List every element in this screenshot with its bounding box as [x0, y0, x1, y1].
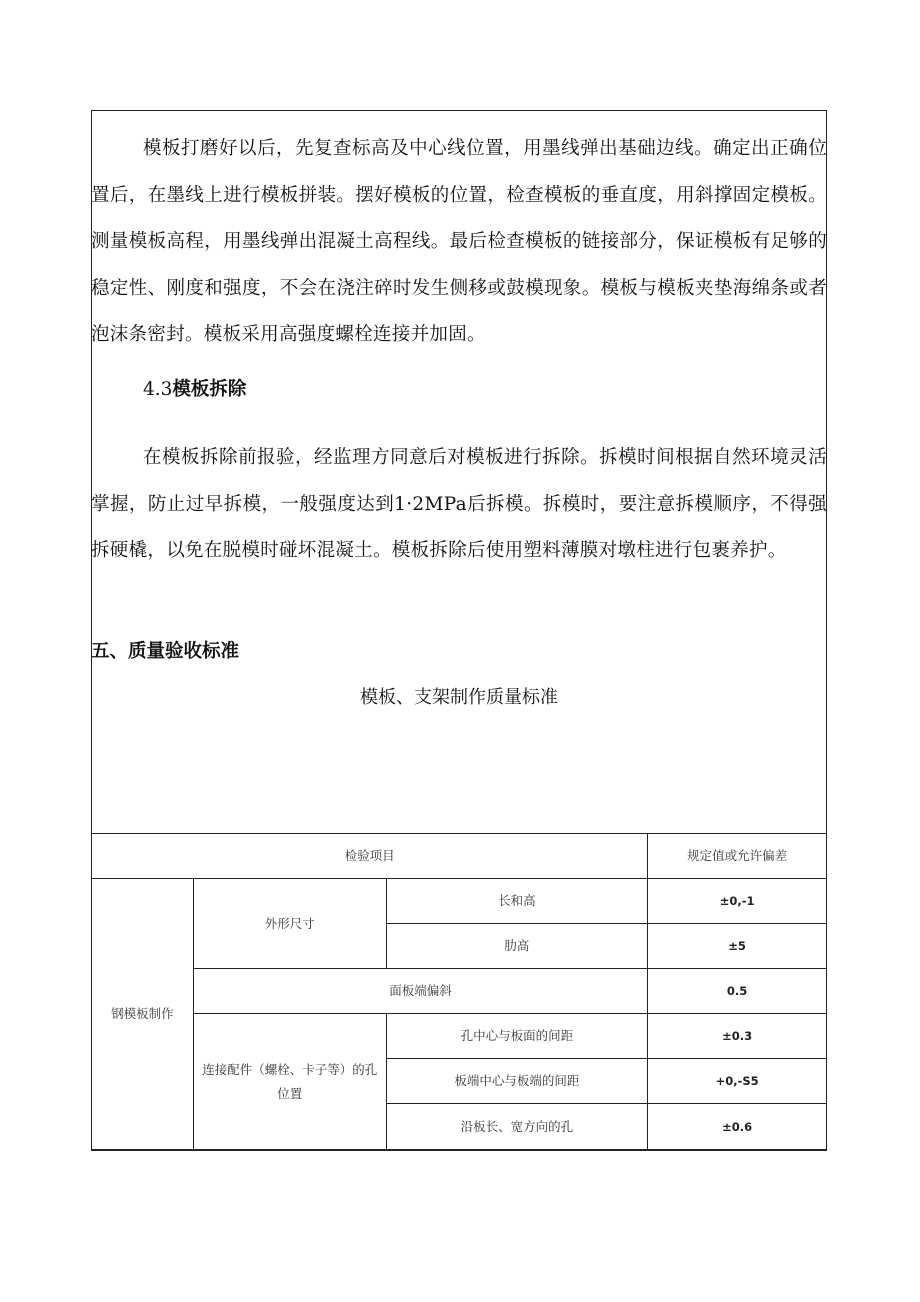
group-connector-holes: 连接配件（螺栓、卡子等）的孔位置	[193, 1014, 386, 1150]
section-5-title: 五、质量验收标准	[91, 641, 240, 662]
value-cell: ±0.6	[648, 1104, 827, 1150]
value-cell: ±0.3	[648, 1014, 827, 1059]
group-outer-size: 外形尺寸	[193, 879, 386, 969]
table-row	[92, 969, 827, 1014]
item-cell: 孔中心与板面的间距	[386, 1014, 648, 1059]
value-cell: ±0,-1	[648, 879, 827, 924]
paragraph-formwork-removal: 在模板拆除前报验，经监理方同意后对模板进行拆除。拆模时间根据自然环境灵活掌握，防止过早拆模，一般强度达到1·2MPa后拆模。拆模时，要注意拆模顺序，不得强拆硬橇，以免在脱模时碰坏混凝土。模板拆除后使用塑料薄膜对墩柱进行包裹养护。	[91, 447, 827, 561]
heading-title: 模板拆除	[172, 379, 247, 400]
item-cell: 沿板长、宽方向的孔	[386, 1104, 648, 1150]
value-cell: ±5	[648, 924, 827, 969]
item-cell: 肋高	[386, 924, 648, 969]
heading-number: 4.3	[143, 379, 173, 400]
item-cell: 长和高	[386, 879, 648, 924]
value-cell: +0,-S5	[648, 1059, 827, 1104]
item-cell: 面板端偏斜	[193, 969, 647, 1014]
category-cell: 钢模板制作	[92, 879, 194, 1150]
heading-4-3	[143, 378, 246, 402]
paragraph-formwork-install: 模板打磨好以后，先复查标高及中心线位置，用墨线弹出基础边线。确定出正确位置后，在墨线上进行模板拼装。摆好模板的位置，检查模板的垂直度，用斜撑固定模板。测量模板高程，用墨线弹出混凝土高程线。最后检查模板的链接部分，保证模板有足够的稳定性、刚度和强度，不会在浇注碎时发生侧移或鼓模现象。模板与模板夹垫海绵条或者泡沫条密封。模板采用高强度螺栓连接并加固。	[91, 138, 827, 345]
table-caption: 模板、支架制作质量标准	[360, 687, 558, 708]
table-row	[92, 1014, 827, 1059]
header-value: 规定值或允许偏差	[648, 834, 827, 879]
table-header-row	[92, 834, 827, 879]
header-item: 检验项目	[92, 834, 648, 879]
value-cell: 0.5	[648, 969, 827, 1014]
item-cell: 板端中心与板端的间距	[386, 1059, 648, 1104]
quality-standard-table	[91, 833, 827, 1150]
table-row	[92, 879, 827, 924]
